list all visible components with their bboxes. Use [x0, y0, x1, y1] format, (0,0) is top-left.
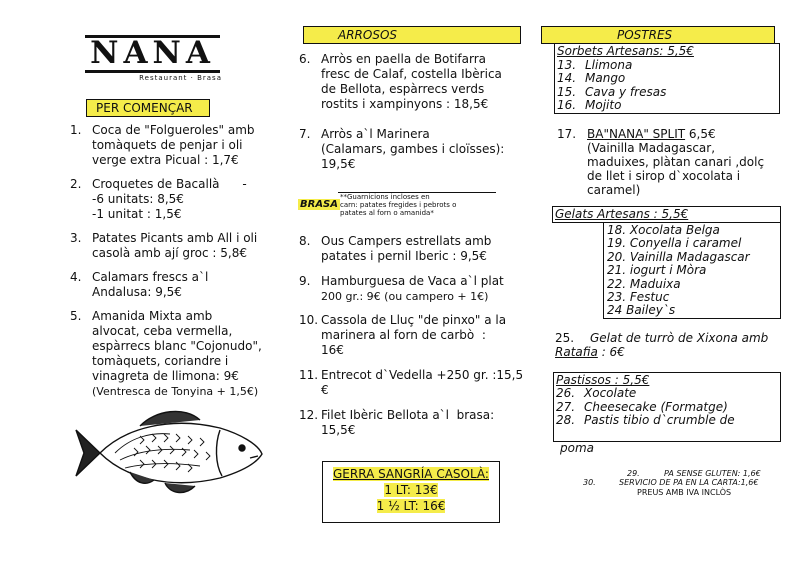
item-line: fresc de Calaf, costella Ibèrica	[321, 67, 502, 81]
brasa-note	[340, 193, 490, 217]
item-line: Arròs en paella de Botifarra	[321, 52, 487, 66]
sorbet-name: Llimona	[585, 57, 633, 72]
turro-price: : 6€	[601, 345, 625, 359]
item-number: 9.	[299, 274, 311, 288]
sorbet-item	[557, 99, 779, 113]
sorbet-item	[557, 59, 779, 73]
sorbet-item	[557, 86, 779, 100]
item-line: patates i pernil Iberic : 9,5€	[321, 249, 487, 263]
brasa-header	[298, 192, 339, 210]
menu-item	[299, 52, 524, 112]
pastissos-box	[553, 372, 781, 442]
sorbet-name: Mango	[585, 71, 626, 85]
pastis-item	[556, 401, 780, 414]
per-comencar-header	[86, 99, 210, 117]
turro-ratafia: Ratafia	[555, 345, 598, 359]
gelat-item: 19. Conyella i caramel	[607, 236, 742, 251]
item-line: rostits i xampinyons : 18,5€	[321, 97, 489, 111]
postres-header	[541, 26, 775, 44]
sangria-title: GERRA SANGRÍA CASOLÀ:	[333, 467, 489, 481]
menu-item	[299, 127, 524, 172]
gelat-item: 18. Xocolata Belga	[607, 223, 720, 237]
extra-line	[583, 478, 783, 487]
pastis-name: Xocolate	[584, 386, 637, 401]
sorbet-number: 16.	[557, 98, 577, 112]
item-line: Calamars frescs a`l	[92, 270, 209, 284]
arrossos-header-text: ARROSOS	[338, 28, 398, 42]
banana-split-item	[557, 127, 777, 197]
logo-subtitle: Restaurant · Brasa	[139, 74, 222, 82]
menu-item	[299, 368, 527, 398]
item-line: (Calamars, gambes i cloïsses):	[321, 142, 505, 156]
item-line: caramel)	[587, 183, 641, 197]
brasa-header-text: BRASA	[300, 199, 339, 210]
brasa-list	[299, 234, 527, 438]
item-line: vinagreta de llimona: 9€	[92, 369, 239, 383]
sorbets-box	[554, 43, 780, 114]
item-number: 3.	[70, 231, 82, 245]
item-number: 12.	[299, 408, 319, 422]
item-line: Patates Picants amb All i oli	[92, 231, 258, 245]
item-line: Andalusa: 9,5€	[92, 285, 182, 299]
extras-footer	[583, 469, 783, 487]
item-number: 1.	[70, 123, 82, 137]
item-line: maduixes, plàtan canari ,dolç	[587, 155, 765, 169]
item-number: 5.	[70, 309, 82, 323]
brasa-note-line: carn: patates fregides i pebrots o	[340, 201, 457, 209]
item-line: Arròs a`l Marinera	[321, 127, 430, 141]
sorbets-title: Sorbets Artesans: 5,5€	[557, 44, 694, 58]
item-line: Croquetes de Bacallà -	[92, 177, 247, 191]
item-number: 17.	[557, 127, 577, 141]
split-title: BA"NANA" SPLIT	[587, 127, 686, 141]
item-line: Cassola de Lluç "de pinxo" a la	[321, 313, 507, 327]
pastis-number: 27.	[556, 399, 576, 414]
menu-item	[70, 270, 280, 300]
postres-header-text: POSTRES	[617, 28, 673, 42]
pastis-item	[556, 414, 780, 427]
extra-text: PA SENSE GLUTEN: 1,6€	[664, 469, 761, 478]
arrossos-list	[299, 52, 524, 172]
preus-note	[637, 488, 731, 497]
gelat-item: 22. Maduixa	[607, 276, 681, 291]
per-comencar-header-text: PER COMENÇAR	[96, 101, 193, 115]
item-line: Entrecot d`Vedella +250 gr. :15,5	[321, 368, 524, 382]
item-line: -1 unitat : 1,5€	[92, 207, 182, 221]
sorbet-name: Cava y fresas	[585, 84, 667, 99]
item-line: Coca de "Folgueroles" amb	[92, 123, 255, 137]
menu-item	[70, 231, 280, 261]
gelat-item: 23. Festuc	[607, 290, 670, 305]
pastis-continuation	[560, 441, 594, 455]
item-line: (Ventresca de Tonyina + 1,5€)	[92, 385, 259, 398]
split-price: 6,5€	[688, 127, 716, 141]
pastis-number: 26.	[556, 386, 576, 401]
item-number: 11.	[299, 368, 319, 382]
logo-name: NANA	[85, 35, 220, 73]
item-line: de llet i sirop d`xocolata i	[587, 169, 741, 183]
item-number: 2.	[70, 177, 82, 191]
menu-item	[299, 313, 527, 358]
pastis-name: Cheesecake (Formatge)	[584, 399, 728, 414]
menu-item	[299, 408, 527, 438]
item-number: 8.	[299, 234, 311, 248]
item-number: 4.	[70, 270, 82, 284]
menu-item	[299, 274, 527, 304]
item-line: 15,5€	[321, 423, 356, 437]
gelats-title-box	[552, 206, 781, 223]
item-line: (Vainilla Madagascar,	[587, 141, 716, 155]
sorbet-number: 14.	[557, 71, 577, 85]
sangria-price-1-5l: 1 ½ LT: 16€	[376, 499, 446, 513]
arrossos-header	[303, 26, 521, 44]
pastissos-title: Pastissos : 5,5€	[556, 373, 650, 387]
item-line: marinera al forn de carbò :	[321, 328, 486, 342]
pastis-item	[556, 387, 780, 400]
sorbet-number: 13.	[557, 57, 577, 72]
menu-item	[299, 234, 527, 264]
brasa-divider	[338, 192, 496, 193]
menu-item	[70, 177, 280, 222]
brasa-note-line: patates al forn o amanida*	[340, 209, 434, 217]
gelats-title: Gelats Artesans : 5,5€	[555, 207, 689, 221]
item-line: 16€	[321, 343, 344, 357]
item-line: 200 gr.: 9€ (ou campero + 1€)	[321, 290, 489, 303]
item-line: de Bellota, espàrrecs verds	[321, 82, 485, 96]
item-number: 6.	[299, 52, 311, 66]
item-line: Hamburguesa de Vaca a`l plat	[321, 274, 504, 288]
item-line: casolà amb ají groc : 5,8€	[92, 246, 247, 260]
menu-item	[70, 309, 280, 399]
item-number: 10.	[299, 313, 319, 327]
item-line: Filet Ibèric Bellota a`l brasa:	[321, 408, 495, 422]
extra-number: 30.	[583, 478, 596, 487]
item-line: verge extra Picual : 1,7€	[92, 153, 239, 167]
item-line: alvocat, ceba vermella,	[92, 324, 233, 338]
brasa-note-line: **Guarnicions incloses en	[340, 193, 430, 201]
item-line: €	[321, 383, 329, 397]
gelat-item: 20. Vainilla Madagascar	[607, 249, 750, 264]
pastis-name: Pastis tibio d`crumble de	[584, 413, 735, 428]
sangria-price-1l: 1 LT: 13€	[384, 483, 438, 497]
item-number: 25.	[555, 331, 575, 345]
item-line: Ous Campers estrellats amb	[321, 234, 492, 248]
sangria-box	[322, 461, 500, 523]
item-line: Amanida Mixta amb	[92, 309, 213, 323]
fish-illustration	[70, 408, 266, 498]
item-line: tomàquets, coriandre i	[92, 354, 229, 368]
turro-item	[555, 331, 780, 359]
gelat-item: 24 Bailey`s	[607, 303, 676, 318]
item-number: 7.	[299, 127, 311, 141]
gelat-item: 21. iogurt i Mòra	[607, 263, 707, 278]
gelats-box	[603, 222, 781, 319]
menu-item	[70, 123, 280, 168]
turro-line: Gelat de turrò de Xixona amb	[590, 331, 769, 345]
sorbet-name: Mojito	[585, 98, 622, 112]
extra-number: 29.	[627, 469, 640, 478]
logo	[85, 35, 222, 82]
pastis-cont-text: poma	[560, 441, 595, 455]
preus-text: PREUS AMB IVA INCLÒS	[637, 488, 732, 497]
sorbet-item	[557, 72, 779, 86]
item-line: 19,5€	[321, 157, 356, 171]
pastis-number: 28.	[556, 413, 576, 428]
extra-line	[583, 469, 783, 478]
extra-text: SERVICIO DE PA EN LA CARTA:1,6€	[619, 478, 759, 487]
item-line: tomàquets de penjar i oli	[92, 138, 243, 152]
item-line: espàrrecs blanc "Cojonudo",	[92, 339, 262, 353]
sorbet-number: 15.	[557, 84, 577, 99]
item-line: -6 unitats: 8,5€	[92, 192, 184, 206]
starters-list	[70, 123, 280, 399]
